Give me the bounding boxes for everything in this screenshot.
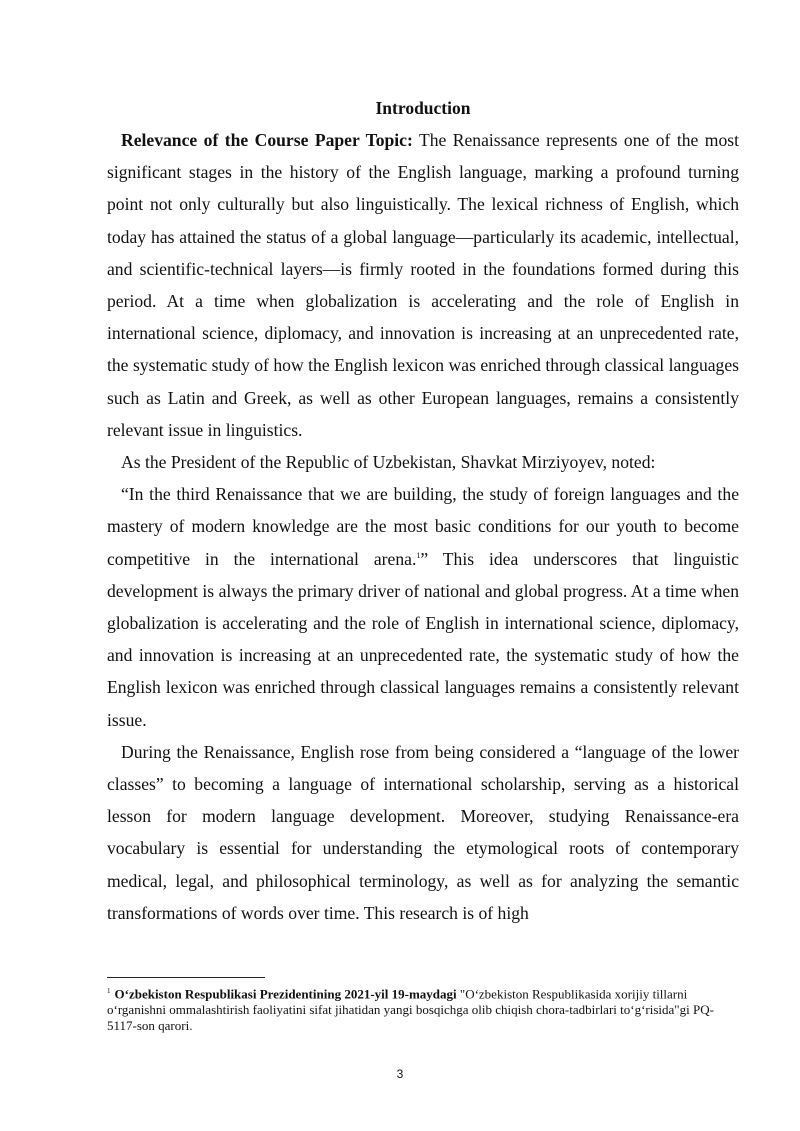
page-title: Introduction [375, 98, 471, 118]
footnote-divider [107, 977, 265, 978]
paragraph-president [107, 446, 739, 478]
footnote-mark: 1 [107, 987, 111, 995]
paragraph-relevance [107, 124, 739, 446]
body-text [107, 124, 739, 929]
page-number: 3 [396, 1067, 404, 1081]
paragraph-text: The Renaissance represents one of the most significant stages in the history of the English language, marking a profound turning point not only culturally but also linguistically. The lexical richness of English, which today has attained the status of a global language—particularly its academic, intellectual, and scientific-technical layers—is firmly rooted in the foundations formed during this period. At a time when globalization is accelerating and the role of English in international science, diplomacy, and innovation is increasing at an unprecedented rate, the systematic study of how the English lexicon was enriched through classical languages such as Latin and Greek, as well as other European languages, remains a consistently relevant issue in linguistics. [107, 130, 739, 440]
quote-text: “In the third Renaissance that we are building, the study of foreign languages and the mastery of modern knowledge are the most basic conditions for our youth to become competitive in the international arena. [107, 484, 739, 569]
paragraph-text: As the President of the Republic of Uzbekistan, Shavkat Mirziyoyev, noted: [121, 452, 656, 473]
footnote-text: "O‘zbekiston Respublikasida xorijiy tillarni o‘rganishni ommalashtirish faoliyatini sifat jihatidan yangi bosqichga olib chiqish chora-tadbirlari to‘g‘risida"gi PQ-5117-son qarori. [107, 986, 714, 1034]
paragraph-quote [107, 478, 739, 736]
paragraph-renaissance [107, 736, 739, 929]
footnote-source: O‘zbekiston Respublikasi Prezidentining 2021-yil 19-maydagi [114, 986, 457, 1002]
paragraph-lead: Relevance of the Course Paper Topic: [121, 130, 413, 150]
paragraph-text: During the Renaissance, English rose from being considered a “language of the lower classes” to becoming a language of international scholarship, serving as a historical lesson for modern language development. Moreover, studying Renaissance-era vocabulary is essential for understanding the etymological roots of contemporary medical, legal, and philosophical terminology, as well as for analyzing the semantic transformations of words over time. This research is of high [107, 741, 739, 923]
paragraph-text: ” This idea underscores that linguistic development is always the primary driver of national and global progress. At a time when globalization is accelerating and the role of English in international science, diplomacy, and innovation is increasing at an unprecedented rate, the systematic study of how the English lexicon was enriched through classical languages remains a consistently relevant issue. [107, 548, 739, 730]
footnote-reference[interactable]: 1 [416, 550, 421, 560]
footnote [107, 983, 739, 1034]
